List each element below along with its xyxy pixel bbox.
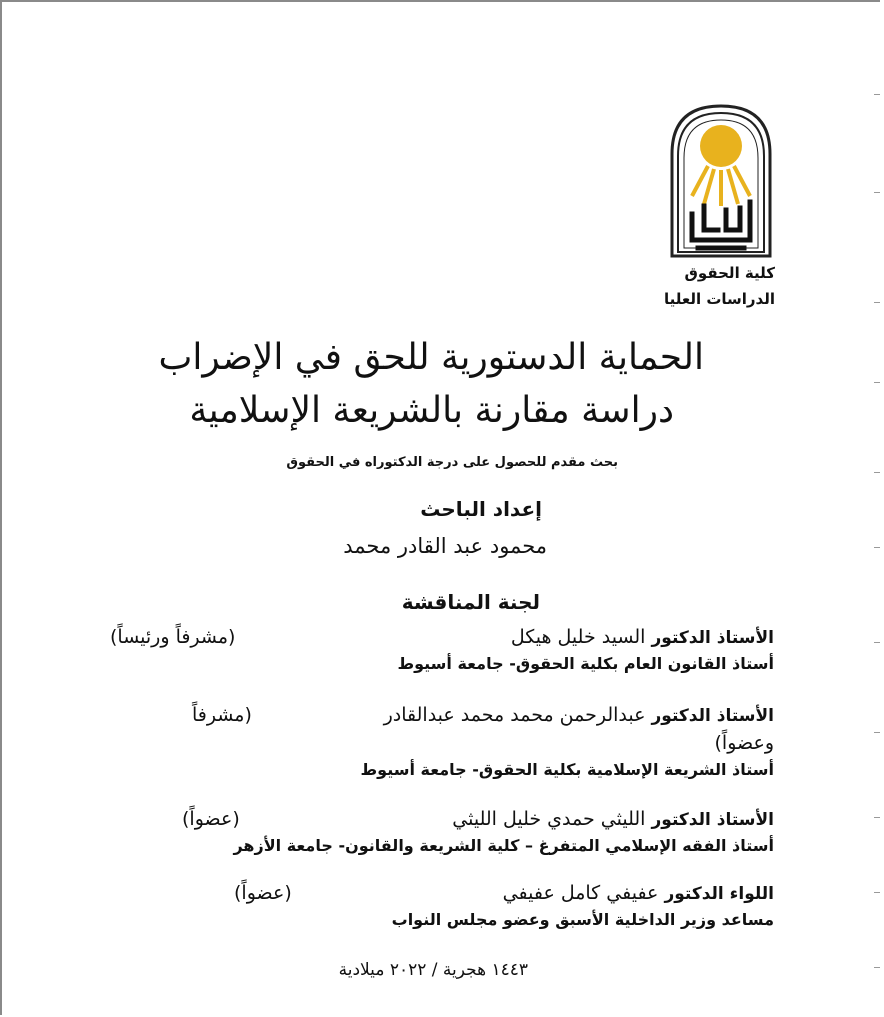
member-fullname: عفيفي كامل عفيفي: [502, 882, 659, 904]
member-title: الأستاذ الدكتور: [651, 628, 774, 648]
member-title: الأستاذ الدكتور: [651, 810, 774, 830]
thesis-title: الحماية الدستورية للحق في الإضراب: [158, 337, 704, 378]
committee-member-affiliation: أستاذ الفقه الإسلامي المتفرغ – كلية الشريعة والقانون- جامعة الأزهر: [233, 836, 774, 855]
researcher-name: محمود عبد القادر محمد: [343, 534, 547, 558]
committee-member-role: (مشرفاً ورئيساً): [110, 626, 236, 648]
faculty-name: كلية الحقوق: [684, 264, 775, 282]
department-name: الدراسات العليا: [663, 290, 775, 308]
member-fullname: عبدالرحمن محمد محمد عبدالقادر: [383, 704, 646, 726]
preparation-heading: إعداد الباحث: [420, 497, 542, 521]
committee-member-name: [384, 704, 774, 726]
page-edge-marks: [874, 2, 880, 1015]
member-title: اللواء الدكتور: [664, 884, 774, 904]
committee-heading: لجنة المناقشة: [401, 590, 540, 614]
member-fullname: الليثي حمدي خليل الليثي: [452, 808, 646, 830]
committee-member-affiliation: أستاذ القانون العام بكلية الحقوق- جامعة أسيوط: [397, 654, 774, 673]
thesis-subtitle-comparative: دراسة مقارنة بالشريعة الإسلامية: [189, 390, 674, 431]
submission-date: ١٤٤٣ هجرية / ٢٠٢٢ ميلادية: [338, 960, 528, 980]
member-title: الأستاذ الدكتور: [651, 706, 774, 726]
committee-member-role-continued: وعضواً): [714, 732, 774, 754]
committee-member-affiliation: أستاذ الشريعة الإسلامية بكلية الحقوق- جامعة أسيوط: [360, 760, 774, 779]
committee-member-name: [452, 808, 774, 830]
committee-member-name: [503, 882, 774, 904]
committee-member-name: [511, 626, 774, 648]
member-fullname: السيد خليل هيكل: [510, 626, 646, 648]
degree-statement: بحث مقدم للحصول على درجة الدكتوراه في الحقوق: [286, 455, 618, 470]
committee-member-role: (مشرفاً: [192, 704, 252, 726]
committee-member-role: (عضواً): [234, 882, 292, 904]
committee-member-affiliation: مساعد وزير الداخلية الأسبق وعضو مجلس النواب: [391, 910, 774, 929]
university-logo: [668, 102, 774, 258]
committee-member-role: (عضواً): [182, 808, 240, 830]
